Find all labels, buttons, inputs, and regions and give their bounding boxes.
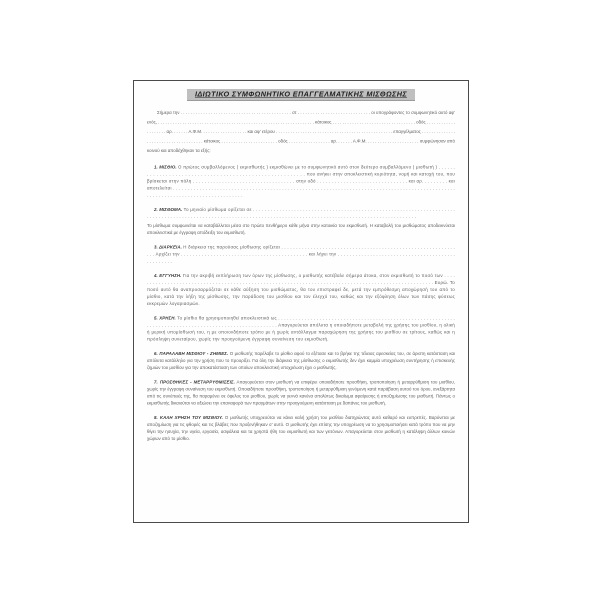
contract-content xyxy=(134,81,468,522)
contract-page xyxy=(133,80,469,523)
section-2-heading: 2. ΜΙΣΘΩΜΑ. xyxy=(154,207,183,212)
section-4-heading: 4. ΕΓΓΥΗΣΗ. xyxy=(154,273,182,278)
section-8-heading: 8. ΚΑΛΗ ΧΡΗΣΗ ΤΟΥ ΜΙΣΘΙΟΥ. xyxy=(154,415,223,420)
section-1-text: Ο πρώτος συμβαλλόμενος ( εκμισθωτής ) εκμισθώνει με το συμφωνητικό αυτό στον δεύτερο συμβαλλόμενο ( μισθωτή ) . . . . . . . . . . . . . . . . . . . . . . . . . . . . . . . . . . . . . . . . . . . . . . . . . . . . . . . . που ανήκει στην αποκλειστική κυριότητα, νομή και κατοχή του, που βρίσκεται στην πόλη . . . . . . . . . . . . . . . . . . . . . . . . . . . . . . . . . . . στην οδό . . . . . . . . . . . . . . . . . . . . . . . . . . . . . . . και αρ. . . . . . . . . και αποτελείται . . . . . . . . . . . . . . . . . . . . . . . . . . . . . . . . . . . . . . . . . . . . . . . . . . . . . . . . . . . . . . . . . . . . . . . . . . . . . . . . . . . . . . . . . . . . . . . . . . . . . . . . . . . . . . . . . . . . . . . . . . . . . . . . . xyxy=(147,164,456,198)
intro-paragraph: Σήμερα την . . . . . . . . . . . . . . . . . . . . . . . . . . . . . . . . . . . . . . . . . . . . στ . . . . . . . . . . . . . . . . . . . . . . . . . . . . . οι υπογράφοντες το συμφωνητικό αυτό αφ' ενός, . . . . . . . . . . . . . . . . . . . . . . . . . . . . . . . . . . . . . . . . . . . . . . . . . . . . . . . . . . . . . . . . κάτοικος . . . . . . . . . . . . . . . . . . . . . . . . . . . . . . . . . . οδός . . . . . . . . . . . . . . . . . . . . αρ. . . . . . . Α.Φ.Μ. . . . . . . . . . . . . . . . . . . και αφ' ετέρου . . . . . . . . . . . . . . . . . . . . . . . . . . . . . . . . . . . . . . . . . . . . . . . . επαγγέλματος . . . . . . . . . . . . . . . . . . . . . . . . . . . . . . . . . . . . . κάτοικος . . . . . . . . . . . . . . . . . . . . . . . οδός . . . . . . . . . . . . . . . . . αρ. . . . . . . Α.Φ.Μ. . . . . . . . . . . . . . . . . . . . . . συμφώνησαν από κοινού και αποδέχθηκαν τα εξής: xyxy=(147,110,455,153)
section-6-paralavi xyxy=(147,350,455,371)
section-3-text: Η διάρκεια της παρούσας μίσθωσης ορίζεται . . . . . . . . . . . . . . . . . . . . . . . . . . . . . . . . . . . . . . . . . . . . . . . . . . . . . . . . . . . . . . Αρχίζει την . . . . . . . . . . . . . . . . . . . . . . . . . . . . . . . . . . . . . . . . . . . και λήγει την . . . . . . . . . . . . . . . . . . . . . . . . . . . . . . . . . . . . . . . . . . . . . . . . . xyxy=(147,244,455,264)
section-1-heading: 1. ΜΙΣΘΙΟ. xyxy=(154,164,177,170)
title-band xyxy=(147,89,455,101)
section-5-text: Το μίσθιο θα χρησιμοποιηθεί αποκλειστικά ως . . . . . . . . . . . . . . . . . . . . . . . . . . . . . . . . . . . . . . . . . . . . . . . . . . . . . . . . . . . . . . . . . . . . . . . . . . . . . . . . . . . . . . . . . . . . . . . . . . . . . . . . Απαγορεύεται απόλυτα η οποιαδήποτε μεταβολή της χρήσης του μισθίου, η ολική ή μερική υπομίσθωσή του, η με οποιονδήποτε τρόπο με ή χωρίς αντάλλαγμα παραχώρηση της χρήσης του μισθίου σε τρίτους, καθώς και η πρόσληψη συνεταίρου, χωρίς την προηγούμενη έγγραφη συναίνεση του εκμισθωτή. xyxy=(147,315,455,342)
section-2-misthoma xyxy=(147,206,455,220)
section-3-diarkeia xyxy=(147,244,455,265)
section-2-text: Το μηνιαίο μίσθωμα ορίζεται σε . . . . . . . . . . . . . . . . . . . . . . . . . . . . . . . . . . . . . . . . . . . . . . . . . . . . . . . . . . . . . . . . . . . . . . . . . . . . . . . . . . . . . . . . . . . . . . . . . . . . . . . . . . . . . . . . . . . . . . . . . . . . . . . . . . . . . . . . . . . . . . . . . . . . . . . . . . . . . . . . . xyxy=(147,207,455,219)
section-2-continuation: Το μίσθωμα συμφωνείται να καταβάλλεται μέσα στο πρώτο πενθήμερο κάθε μήνα στην κατοικία του εκμισθωτή. Η καταβολή του μισθώματος αποδεικνύεται αποκλειστικά με έγγραφη απόδειξη του εκμισθωτή. xyxy=(147,223,455,235)
page-title: ΙΔΙΩΤΙΚΟ ΣΥΜΦΩΝΗΤΙΚΟ ΕΠΑΓΓΕΛΜΑΤΙΚΗΣ ΜΙΣΘΩΣΗΣ xyxy=(187,89,415,101)
section-5-xrisi xyxy=(147,315,455,343)
section-4-text: Για την ακριβή εκπλήρωση των όρων της μίσθωσης, ο μισθωτής κατέβαλε σήμερα άτοκα, στον εκμισθωτή το ποσό των . . . . . . . . . . . . . . . . . . . . . . . . . . . . . . . . . . . . . . . . . . . . . . . . . . . . . . . . . . . . . . . . . . . . . . . . . . . . . . . . . . . . . . . . . . . . . . . . . . . . Ευρώ. Το ποσό αυτό θα αναπροσαρμόζεται σε κάθε αύξηση του μισθώματος, θα του επιστραφεί δε, μετά την εμπρόθεσμη αποχώρησή του από το μίσθιο, κατά την λήξη της μίσθωσης, την παράδοση του μισθίου και τον έλεγχό του, καθώς και την εξόφληση όλων των πάσης φύσεως εκκρεμών λογαριασμών. xyxy=(147,273,456,306)
section-7-heading: 7. ΠΡΟΣΘΗΚΕΣ - ΜΕΤΑΡΡΥΘΜΙΣΕΙΣ. xyxy=(154,379,235,385)
section-6-text: Ο μισθωτής παρέλαβε το μίσθιο αφού το εξέτασε και το βρήκε της τέλειας αρεσκείας του, σε άριστη κατάσταση και απόλυτα κατάλληλο για την χρήση που το προορίζει. Για όλη την διάρκεια της μίσθωσης ο εκμισθωτής δεν έχει καμμία υποχρέωση συντήρησης ή επισκευής ζημιών του μισθίου για την αποκατάσταση των οποίων αποκλειστική υποχρέωση έχει ο μισθωτής. xyxy=(147,351,455,370)
section-8-text: Ο μισθωτής υποχρεούται να κάνει καλή χρήση του μισθίου διατηρώντας αυτό καθαρό και ευπρεπές. Βαρύνεται με αποζημίωση για τις φθορές και τις βλάβες που προξενήθηκαν σ' αυτό. Ο μισθωτής έχει επίσης την υποχρέωση να το χρησιμοποιήσει κατά τρόπο που να μην θίγει την ησυχία, την υγεία, εργασία, ασφάλεια και τα χρηστά ήθη του εκμισθωτή και των γειτόνων. Απαγορεύεται στον μισθωτή η κατάληψη άλλων κοινών χώρων από το μίσθιο. xyxy=(147,415,455,441)
section-8-kali-xrisi xyxy=(147,414,455,442)
section-3-heading: 3. ΔΙΑΡΚΕΙΑ. xyxy=(154,244,182,250)
section-7-text: Απαγορεύεται στον μισθωτή να επιφέρει οποιαδήποτε προσθήκη, τροποποίηση ή μεταρρύθμιση του μισθίου, χωρίς την έγγραφη συναίνεση του εκμισθωτή. Οποιαδήποτε προσθήκη, τροποποίηση ή μεταρρύθμιση γενόμενη κατά παράβαση αυτού του όρου, ανεξάρτητα από τις συνέπειές της, θα παραμένει σε όφελος του μισθίου, χωρίς να γεννά κανένα απολύτως δικαίωμα αφαίρεσης ή αποζημίωσης του μισθωτή. Πάντως ο εκμισθωτής δικαιούται να αξιώσει την επαναφορά των πραγμάτων στην προηγούμενη κατάσταση με δαπάνες του μισθωτή. xyxy=(147,379,455,406)
section-7-prosthikes xyxy=(147,379,455,407)
section-1-misthio xyxy=(147,164,455,199)
section-4-eggyisi xyxy=(147,272,455,307)
section-5-heading: 5. ΧΡΗΣΗ. xyxy=(154,315,176,321)
section-6-heading: 6. ΠΑΡΑΛΑΒΗ ΜΙΣΘΙΟΥ - ΖΗΜΙΕΣ. xyxy=(154,351,229,356)
